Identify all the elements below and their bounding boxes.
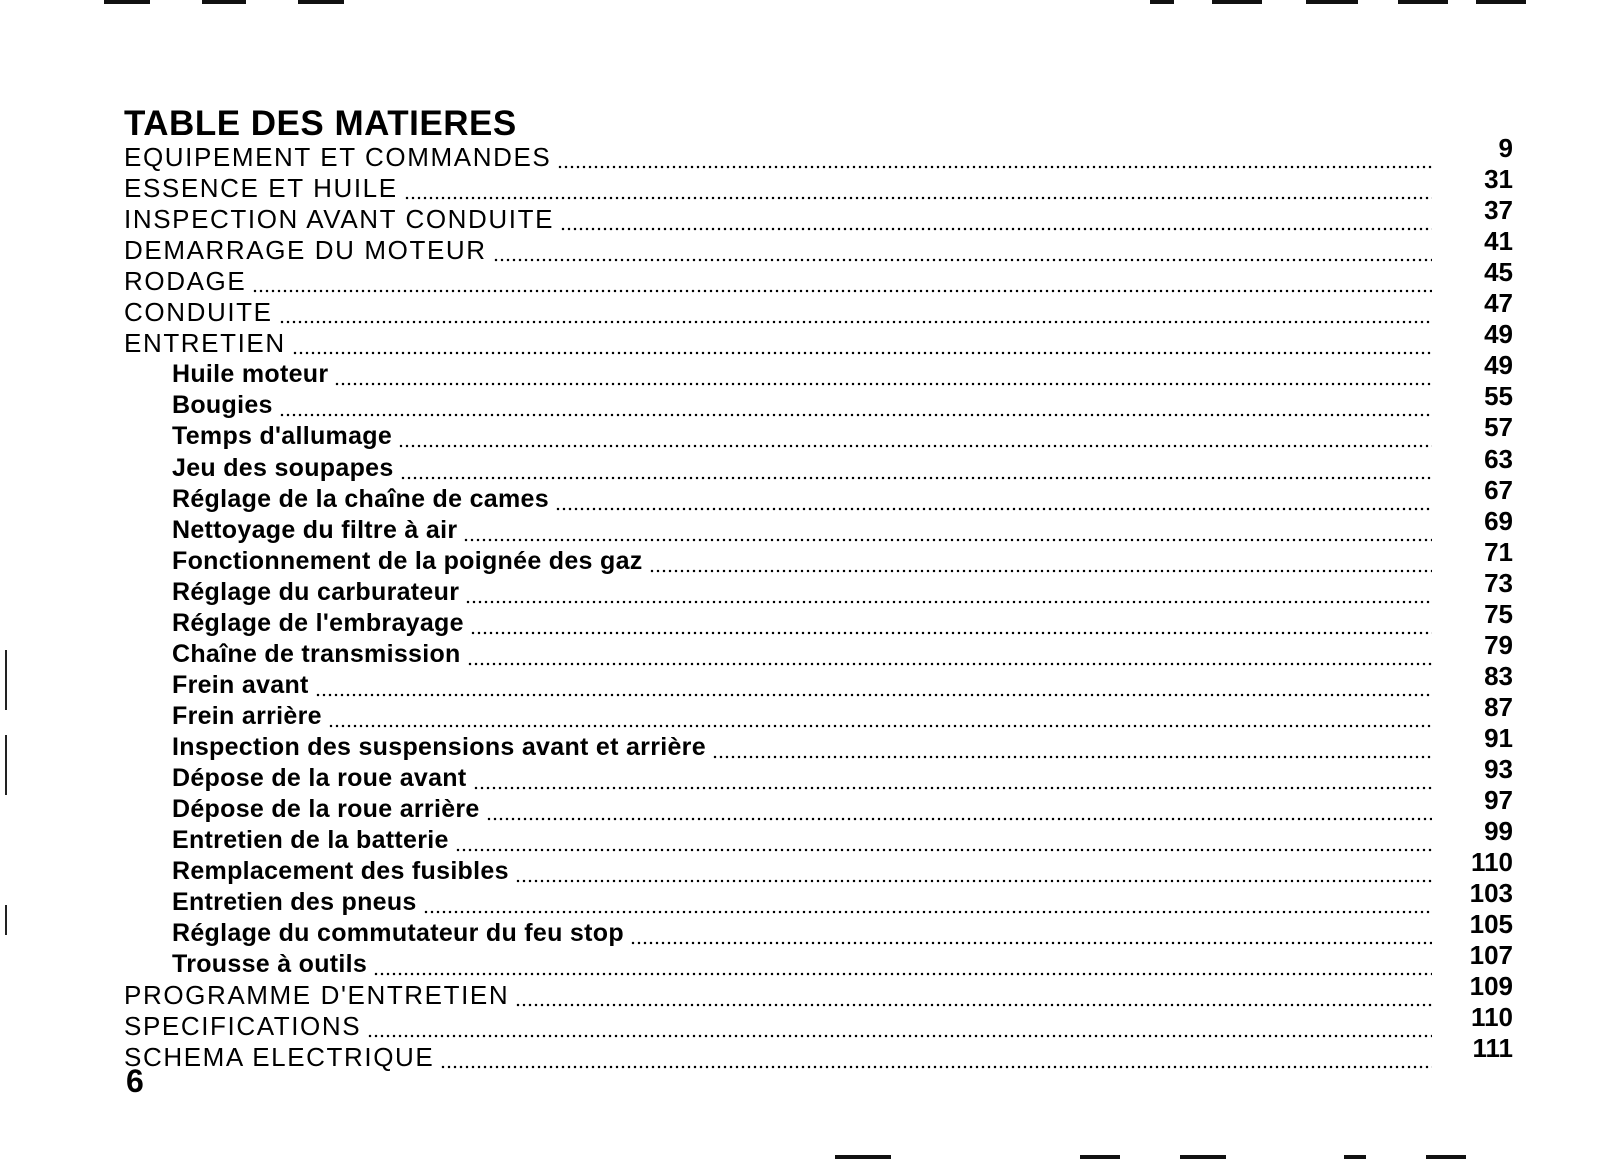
dot-leader (712, 732, 1432, 762)
toc-entry-label: Dépose de la roue arrière (172, 795, 480, 824)
toc-entry-page: 49 (1484, 319, 1513, 350)
toc-entry-label: CONDUITE (124, 297, 273, 328)
toc-entry-page: 49 (1484, 350, 1513, 381)
toc-entry-page: 103 (1469, 878, 1513, 909)
dot-leader (252, 266, 1432, 296)
dot-leader (455, 825, 1432, 855)
toc-entry (124, 133, 1524, 173)
toc-entry (124, 319, 1524, 359)
toc-entry (124, 1002, 1524, 1042)
dot-leader (400, 453, 1432, 483)
toc-entry-page: 79 (1484, 629, 1513, 660)
toc-subentry (124, 443, 1524, 482)
toc-entry-label: Réglage de l'embrayage (172, 608, 464, 637)
toc-entry-label: Nettoyage du filtre à air (172, 515, 458, 544)
toc-entry (124, 1033, 1524, 1073)
scan-artifact (1476, 0, 1526, 4)
toc-entry-page: 109 (1469, 971, 1513, 1002)
toc-entry-page: 110 (1471, 1002, 1513, 1033)
toc-entry (124, 226, 1524, 266)
toc-entry-label: Entretien de la batterie (172, 826, 449, 855)
scan-artifact (5, 650, 7, 710)
toc-entry-page: 107 (1469, 940, 1513, 971)
scan-artifact (1080, 1155, 1120, 1159)
toc-entry-label: Réglage de la chaîne de cames (172, 484, 549, 513)
dot-leader (423, 887, 1432, 917)
toc-subentry (124, 785, 1524, 824)
scan-artifact (104, 0, 150, 4)
toc-entry (124, 195, 1524, 235)
toc-subentry (124, 878, 1524, 917)
toc-entry-label: Remplacement des fusibles (172, 857, 509, 886)
page-title: TABLE DES MATIERES (124, 104, 517, 143)
dot-leader (557, 142, 1432, 172)
toc-entry-page: 110 (1471, 847, 1513, 878)
toc-subentry (124, 660, 1524, 700)
toc-entry-page: 67 (1484, 474, 1513, 505)
dot-leader (367, 1011, 1432, 1041)
dot-leader (279, 390, 1432, 420)
toc-entry-label: PROGRAMME D'ENTRETIEN (124, 980, 510, 1011)
toc-subentry (124, 505, 1524, 545)
toc-entry-page: 57 (1484, 412, 1513, 443)
dot-leader (555, 484, 1432, 514)
dot-leader (463, 515, 1432, 545)
toc-entry-label: ENTRETIEN (124, 328, 286, 359)
toc-entry-label: Frein arrière (172, 701, 322, 730)
scan-artifact (298, 0, 344, 4)
dot-leader (515, 856, 1432, 886)
dot-leader (315, 670, 1432, 700)
toc-entry (124, 164, 1524, 204)
toc-entry-page: 83 (1484, 660, 1513, 691)
dot-leader (467, 639, 1432, 669)
scan-artifact (202, 0, 246, 4)
toc-entry-page: 97 (1484, 785, 1513, 816)
toc-entry-label: Jeu des soupapes (172, 453, 394, 482)
scan-artifact (1180, 1155, 1226, 1159)
dot-leader (440, 1042, 1432, 1072)
dot-leader (473, 763, 1433, 793)
toc-entry-label: DEMARRAGE DU MOTEUR (124, 235, 487, 266)
dot-leader (515, 980, 1432, 1010)
toc-entry-page: 99 (1484, 816, 1513, 847)
toc-subentry (124, 350, 1524, 389)
toc-entry-label: Inspection des suspensions avant et arrière (172, 732, 706, 761)
toc-entry-label: Bougies (172, 391, 273, 420)
toc-entry-page: 9 (1498, 133, 1513, 164)
toc-entry-page: 31 (1484, 164, 1513, 195)
dot-leader (292, 328, 1432, 358)
dot-leader (493, 235, 1432, 265)
toc-entry-label: EQUIPEMENT ET COMMANDES (124, 142, 552, 173)
toc-subentry (124, 816, 1524, 855)
toc-entry-page: 105 (1469, 909, 1513, 940)
toc-subentry (124, 412, 1524, 451)
toc-entry-label: Chaîne de transmission (172, 639, 461, 668)
dot-leader (404, 173, 1432, 203)
dot-leader (560, 204, 1432, 234)
toc-entry-label: Fonctionnement de la poignée des gaz (172, 546, 643, 575)
scan-artifact (1426, 1155, 1466, 1159)
dot-leader (279, 297, 1432, 327)
toc-entry-label: Temps d'allumage (172, 422, 393, 451)
toc-entry-label: Frein avant (172, 670, 309, 699)
toc-entry-page: 69 (1484, 505, 1513, 536)
toc-entry-label: ESSENCE ET HUILE (124, 173, 398, 204)
scan-artifact (1398, 0, 1448, 4)
toc-entry-page: 93 (1484, 753, 1513, 784)
scan-artifact (835, 1155, 891, 1159)
toc-subentry (124, 474, 1524, 514)
scan-artifact (5, 735, 7, 795)
dot-leader (649, 546, 1432, 576)
toc-entry-label: Entretien des pneus (172, 888, 417, 917)
scan-artifact (1212, 0, 1262, 4)
toc-entry-label: SCHEMA ELECTRIQUE (124, 1042, 435, 1073)
toc-subentry (124, 722, 1524, 762)
toc-entry-page: 111 (1472, 1033, 1513, 1064)
toc-entry-page: 87 (1484, 691, 1513, 722)
toc-entry-page: 91 (1484, 722, 1513, 753)
dot-leader (486, 794, 1432, 824)
dot-leader (470, 608, 1432, 638)
scan-artifact (1150, 0, 1174, 4)
toc-subentry (124, 536, 1524, 576)
dot-leader (373, 949, 1432, 979)
toc-entry-page: 47 (1484, 288, 1513, 319)
dot-leader (630, 918, 1432, 948)
toc-entry-label: INSPECTION AVANT CONDUITE (124, 204, 555, 235)
toc-entry-page: 55 (1484, 381, 1513, 412)
toc-subentry (124, 847, 1524, 886)
page-number: 6 (126, 1063, 144, 1099)
scan-artifact (1344, 1155, 1366, 1159)
toc-entry-page: 45 (1484, 257, 1513, 288)
toc-subentry (124, 691, 1524, 731)
toc-entry-page: 75 (1484, 598, 1513, 629)
toc-entry-label: Trousse à outils (172, 950, 368, 979)
toc-entry-label: Réglage du carburateur (172, 577, 460, 606)
toc-entry-label: SPECIFICATIONS (124, 1011, 362, 1042)
toc-subentry (124, 567, 1524, 607)
toc-entry-page: 73 (1484, 567, 1513, 598)
toc-entry-label: Huile moteur (172, 360, 329, 389)
dot-leader (328, 701, 1432, 731)
toc-entry-label: Réglage du commutateur du feu stop (172, 919, 624, 948)
scan-artifact (1306, 0, 1358, 4)
dot-leader (465, 577, 1432, 607)
dot-leader (334, 359, 1432, 389)
toc-subentry (124, 629, 1524, 669)
toc-entry-label: RODAGE (124, 266, 247, 297)
scan-artifact (5, 905, 7, 935)
toc-entry (124, 257, 1524, 297)
toc-entry-page: 71 (1484, 536, 1513, 567)
dot-leader (398, 421, 1432, 451)
toc-subentry (124, 753, 1524, 793)
toc-entry-page: 63 (1484, 443, 1513, 474)
toc-entry-label: Dépose de la roue avant (172, 763, 467, 792)
toc-subentry (124, 598, 1524, 638)
toc-subentry (124, 381, 1524, 420)
toc-subentry (124, 909, 1524, 948)
table-of-contents (124, 133, 1524, 1073)
toc-entry (124, 971, 1524, 1011)
toc-entry-page: 41 (1484, 226, 1513, 257)
toc-entry (124, 288, 1524, 328)
toc-subentry (124, 940, 1524, 979)
toc-entry-page: 37 (1484, 195, 1513, 226)
